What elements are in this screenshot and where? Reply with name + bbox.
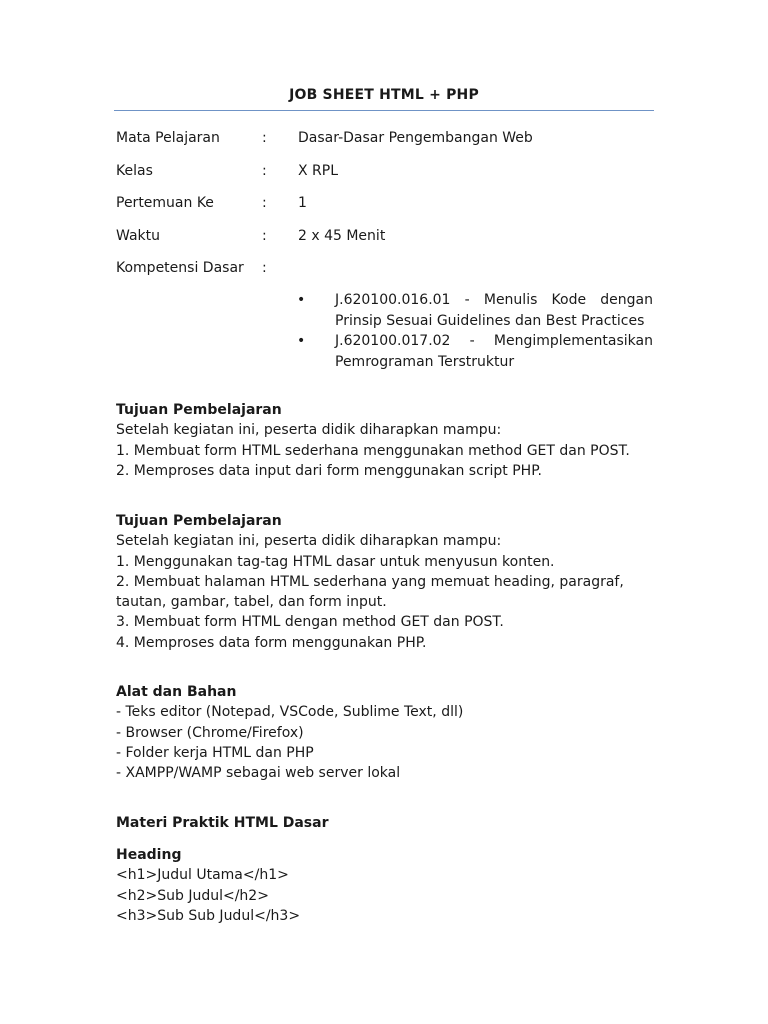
meta-colon: :: [262, 228, 267, 244]
meta-value: 2 x 45 Menit: [298, 228, 386, 244]
tools-section: [116, 682, 656, 783]
competency-list: [297, 290, 653, 372]
meta-colon: :: [262, 195, 267, 211]
meta-value: Dasar-Dasar Pengembangan Web: [298, 130, 533, 146]
meta-value: X RPL: [298, 163, 339, 179]
objective-item: 2. Membuat halaman HTML sederhana yang memuat heading, paragraf,: [116, 573, 624, 590]
section-heading: Tujuan Pembelajaran: [116, 402, 282, 418]
code-line: <h2>Sub Judul</h2>: [116, 887, 269, 904]
objective-item-continued: tautan, gambar, tabel, dan form input.: [116, 594, 387, 611]
title-underline: [114, 110, 654, 111]
section-intro: Setelah kegiatan ini, peserta didik diharapkan mampu:: [116, 533, 502, 550]
competency-item: [297, 290, 653, 331]
meta-label: Pertemuan Ke: [116, 195, 214, 211]
objective-item: 1. Menggunakan tag-tag HTML dasar untuk menyusun konten.: [116, 553, 555, 570]
section-heading: Heading: [116, 847, 182, 863]
competency-item: [297, 331, 653, 372]
competency-text: J.620100.017.02 - Mengimplementasikan Pemrograman Terstruktur: [335, 333, 653, 370]
tool-item: - Browser (Chrome/Firefox): [116, 724, 304, 741]
document-title: JOB SHEET HTML + PHP: [289, 87, 479, 103]
practice-section: [116, 813, 656, 833]
meta-label: Kompetensi Dasar: [116, 260, 244, 276]
section-heading: Tujuan Pembelajaran: [116, 513, 282, 529]
objective-item: 1. Membuat form HTML sederhana menggunakan method GET dan POST.: [116, 442, 630, 459]
meta-value: 1: [298, 195, 307, 211]
meta-colon: :: [262, 163, 267, 179]
meta-label: Mata Pelajaran: [116, 130, 220, 146]
objectives-section-2: [116, 511, 656, 653]
bullet-icon: •: [297, 333, 306, 349]
meta-colon: :: [262, 260, 267, 276]
objectives-section-1: [116, 400, 656, 481]
heading-examples-section: [116, 845, 656, 926]
competency-text: J.620100.016.01 - Menulis Kode dengan Prinsip Sesuai Guidelines dan Best Practices: [335, 292, 653, 329]
objective-item: 3. Membuat form HTML dengan method GET dan POST.: [116, 614, 504, 631]
tool-item: - Folder kerja HTML dan PHP: [116, 744, 314, 761]
meta-colon: :: [262, 130, 267, 146]
meta-label: Kelas: [116, 163, 153, 179]
meta-label: Waktu: [116, 228, 160, 244]
tool-item: - Teks editor (Notepad, VSCode, Sublime Text, dll): [116, 704, 464, 721]
section-heading: Alat dan Bahan: [116, 684, 237, 700]
objective-item: 4. Memproses data form menggunakan PHP.: [116, 634, 427, 651]
code-line: <h1>Judul Utama</h1>: [116, 867, 289, 884]
section-intro: Setelah kegiatan ini, peserta didik diharapkan mampu:: [116, 422, 502, 439]
tool-item: - XAMPP/WAMP sebagai web server lokal: [116, 765, 401, 782]
bullet-icon: •: [297, 292, 306, 308]
objective-item: 2. Memproses data input dari form menggunakan script PHP.: [116, 462, 542, 479]
section-heading: Materi Praktik HTML Dasar: [116, 815, 329, 831]
code-line: <h3>Sub Sub Judul</h3>: [116, 907, 301, 924]
